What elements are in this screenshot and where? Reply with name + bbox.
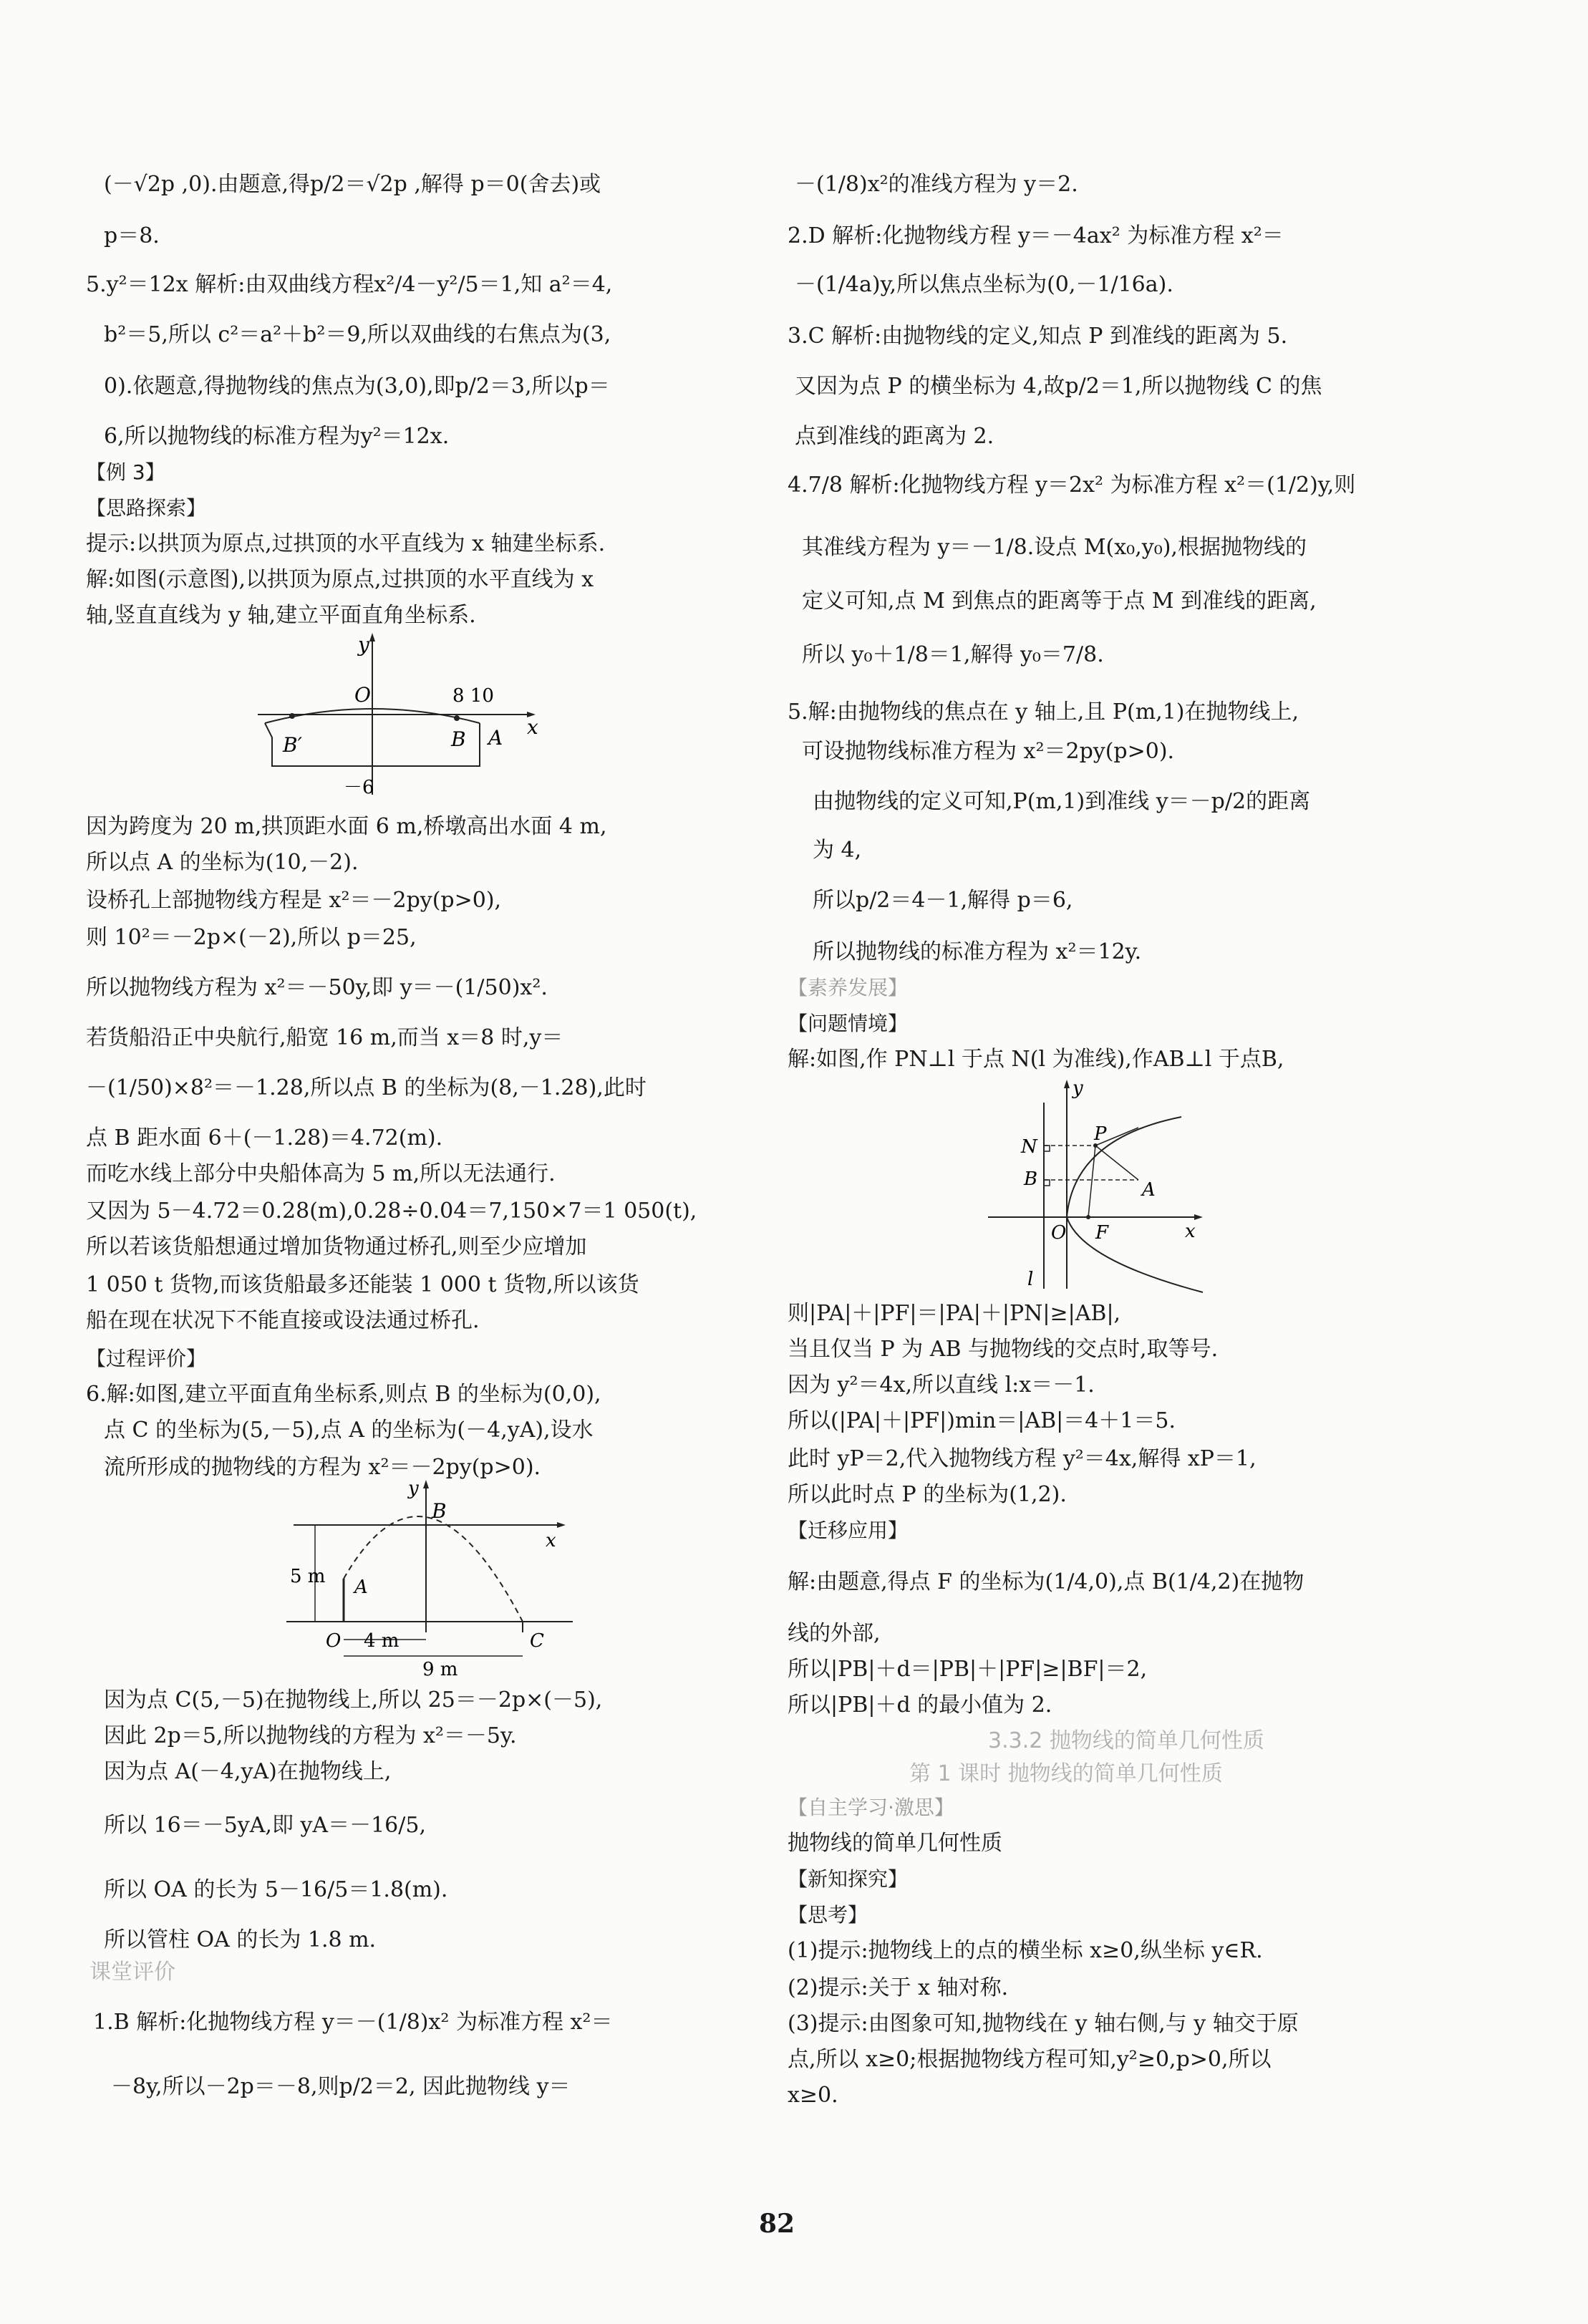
- left-text-line: 所以若该货船想通过增加货物通过桥孔,则至少应增加: [86, 1234, 587, 1259]
- water-flow-figure: [286, 1478, 587, 1686]
- fig3-l: l: [1027, 1269, 1034, 1290]
- left-text-line: 所以点 A 的坐标为(10,－2).: [86, 850, 359, 875]
- left-text-line: 1 050 t 货物,而该货船最多还能装 1 000 t 货物,所以该货: [86, 1272, 639, 1297]
- right-text-line: 5.解:由抛物线的焦点在 y 轴上,且 P(m,1)在抛物线上,: [788, 699, 1299, 725]
- fig2-5m: 5 m: [290, 1566, 326, 1587]
- fig1-y: y: [358, 633, 369, 657]
- left-text-line: 【例 3】: [86, 460, 165, 484]
- fig2-C: C: [530, 1630, 544, 1652]
- right-text-line: 【新知探究】: [788, 1867, 909, 1891]
- left-text-line: 点 C 的坐标为(5,－5),点 A 的坐标为(－4,yA),设水: [104, 1418, 594, 1443]
- right-text-line: (1)提示:抛物线上的点的横坐标 x≥0,纵坐标 y∈R.: [788, 1938, 1263, 1963]
- right-text-line: 为 4,: [813, 838, 862, 863]
- left-text-line: (－√2p ,0).由题意,得p/2＝√2p ,解得 p＝0(舍去)或: [104, 172, 601, 197]
- left-text-line: 所以 16＝－5yA,即 yA＝－16/5,: [104, 1813, 426, 1838]
- right-text-line: 可设抛物线标准方程为 x²＝2py(p>0).: [802, 739, 1175, 764]
- fig1-810: 8 10: [452, 685, 494, 707]
- left-text-line: 若货船沿正中央航行,船宽 16 m,而当 x＝8 时,y＝: [86, 1025, 563, 1050]
- right-text-line: 第 1 课时 抛物线的简单几何性质: [909, 1761, 1223, 1786]
- right-text-line: 3.C 解析:由抛物线的定义,知点 P 到准线的距离为 5.: [788, 324, 1288, 349]
- fig3-N: N: [1021, 1136, 1037, 1158]
- right-text-line: 【思考】: [788, 1903, 868, 1927]
- right-text-line: 此时 yP＝2,代入抛物线方程 y²＝4x,解得 xP＝1,: [788, 1446, 1257, 1471]
- right-text-line: 抛物线的简单几何性质: [788, 1831, 1002, 1856]
- left-text-line: p＝8.: [104, 223, 160, 248]
- fig2-A: A: [354, 1577, 368, 1598]
- right-text-line: 所以抛物线的标准方程为 x²＝12y.: [813, 939, 1142, 964]
- right-text-line: 则|PA|＋|PF|＝|PA|＋|PN|≥|AB|,: [788, 1301, 1121, 1326]
- parabola-directrix-figure: [988, 1074, 1224, 1303]
- right-text-line: 2.D 解析:化抛物线方程 y＝－4ax² 为标准方程 x²＝: [788, 223, 1284, 248]
- fig1-B: B: [451, 727, 466, 751]
- right-text-line: 解:如图,作 PN⊥l 于点 N(l 为准线),作AB⊥l 于点B,: [788, 1047, 1284, 1072]
- right-text-line: 定义可知,点 M 到焦点的距离等于点 M 到准线的距离,: [802, 589, 1317, 614]
- right-text-line: 因为 y²＝4x,所以直线 l:x＝－1.: [788, 1372, 1095, 1398]
- right-text-line: 【迁移应用】: [788, 1519, 909, 1542]
- right-text-line: 所以p/2＝4－1,解得 p＝6,: [813, 888, 1073, 913]
- left-text-line: 所以 OA 的长为 5－16/5＝1.8(m).: [104, 1877, 448, 1902]
- right-text-line: (3)提示:由图象可知,抛物线在 y 轴右侧,与 y 轴交于原: [788, 2011, 1299, 2036]
- left-text-line: 课堂评价: [89, 1960, 175, 1985]
- left-text-line: 因为点 A(－4,yA)在抛物线上,: [104, 1759, 392, 1784]
- fig3-B: B: [1024, 1168, 1038, 1190]
- fig1-A: A: [488, 726, 503, 750]
- left-text-line: 0).依题意,得抛物线的焦点为(3,0),即p/2＝3,所以p＝: [104, 374, 610, 399]
- right-text-line: 点,所以 x≥0;根据抛物线方程可知,y²≥0,p>0,所以: [788, 2047, 1272, 2072]
- right-text-line: －(1/8)x²的准线方程为 y＝2.: [795, 172, 1078, 197]
- left-text-line: 1.B 解析:化抛物线方程 y＝－(1/8)x² 为标准方程 x²＝: [93, 2010, 613, 2035]
- left-text-line: 【过程评价】: [86, 1347, 207, 1370]
- right-text-line: 由抛物线的定义可知,P(m,1)到准线 y＝－p/2的距离: [813, 789, 1311, 814]
- left-text-line: 6.解:如图,建立平面直角坐标系,则点 B 的坐标为(0,0),: [86, 1382, 601, 1407]
- fig2-4m: 4 m: [364, 1630, 400, 1652]
- left-text-line: b²＝5,所以 c²＝a²＋b²＝9,所以双曲线的右焦点为(3,: [104, 322, 611, 347]
- left-text-line: 轴,竖直直线为 y 轴,建立平面直角坐标系.: [86, 603, 476, 628]
- left-text-line: 而吃水线上部分中央船体高为 5 m,所以无法通行.: [86, 1161, 556, 1186]
- left-text-line: 又因为 5－4.72＝0.28(m),0.28÷0.04＝7,150×7＝1 050(t),: [86, 1199, 697, 1224]
- right-text-line: 所以 y₀＋1/8＝1,解得 y₀＝7/8.: [802, 642, 1104, 667]
- right-text-line: 【自主学习·激思】: [788, 1796, 954, 1819]
- right-text-line: x≥0.: [788, 2083, 838, 2108]
- right-text-line: 所以(|PA|＋|PF|)min＝|AB|＝4＋1＝5.: [788, 1408, 1176, 1433]
- fig3-A: A: [1142, 1179, 1156, 1201]
- fig3-O: O: [1051, 1222, 1067, 1244]
- right-text-line: (2)提示:关于 x 轴对称.: [788, 1975, 1009, 2000]
- right-text-line: 4.7/8 解析:化抛物线方程 y＝2x² 为标准方程 x²＝(1/2)y,则: [788, 473, 1356, 498]
- fig1-neg6: －6: [344, 777, 374, 798]
- right-text-line: 又因为点 P 的横坐标为 4,故p/2＝1,所以抛物线 C 的焦: [795, 374, 1322, 399]
- fig1-B1: B′: [283, 733, 302, 757]
- left-text-line: 因为点 C(5,－5)在抛物线上,所以 25＝－2p×(－5),: [104, 1688, 603, 1713]
- left-text-line: 5.y²＝12x 解析:由双曲线方程x²/4－y²/5＝1,知 a²＝4,: [86, 272, 613, 297]
- fig2-x: x: [546, 1530, 556, 1551]
- left-text-line: 解:如图(示意图),以拱顶为原点,过拱顶的水平直线为 x: [86, 567, 594, 592]
- fig1-x: x: [527, 715, 538, 739]
- right-text-line: －(1/4a)y,所以焦点坐标为(0,－1/16a).: [795, 272, 1173, 297]
- fig3-F: F: [1095, 1222, 1109, 1244]
- left-text-line: 船在现在状况下不能直接或设法通过桥孔.: [86, 1308, 480, 1333]
- fig2-O: O: [326, 1630, 342, 1652]
- right-text-line: 【素养发展】: [788, 976, 909, 999]
- left-text-line: 则 10²＝－2p×(－2),所以 p＝25,: [86, 925, 417, 950]
- fig2-y: y: [408, 1478, 419, 1499]
- fig3-P: P: [1094, 1123, 1107, 1145]
- right-text-line: 当且仅当 P 为 AB 与抛物线的交点时,取等号.: [788, 1337, 1219, 1362]
- right-text-line: 点到准线的距离为 2.: [795, 424, 994, 449]
- left-text-line: －(1/50)×8²＝－1.28,所以点 B 的坐标为(8,－1.28),此时: [86, 1075, 647, 1100]
- left-text-line: －8y,所以－2p＝－8,则p/2＝2, 因此抛物线 y＝: [111, 2074, 571, 2099]
- right-text-line: 其准线方程为 y＝－1/8.设点 M(x₀,y₀),根据抛物线的: [802, 535, 1307, 560]
- left-text-line: 6,所以抛物线的标准方程为y²＝12x.: [104, 424, 450, 449]
- fig3-y: y: [1073, 1078, 1083, 1099]
- right-text-line: 3.3.2 抛物线的简单几何性质: [988, 1728, 1264, 1753]
- right-text-line: 所以|PB|＋d 的最小值为 2.: [788, 1693, 1052, 1718]
- left-text-line: 点 B 距水面 6＋(－1.28)＝4.72(m).: [86, 1125, 443, 1151]
- right-text-line: 解:由题意,得点 F 的坐标为(1/4,0),点 B(1/4,2)在抛物: [788, 1569, 1304, 1594]
- right-text-line: 所以|PB|＋d＝|PB|＋|PF|≥|BF|＝2,: [788, 1657, 1148, 1682]
- left-text-line: 所以管柱 OA 的长为 1.8 m.: [104, 1927, 377, 1952]
- left-text-line: 【思路探索】: [86, 496, 207, 520]
- right-text-line: 所以此时点 P 的坐标为(1,2).: [788, 1482, 1067, 1507]
- page-number: 82: [759, 2209, 795, 2239]
- left-text-line: 因为跨度为 20 m,拱顶距水面 6 m,桥墩高出水面 4 m,: [86, 814, 607, 839]
- left-text-line: 提示:以拱顶为原点,过拱顶的水平直线为 x 轴建坐标系.: [86, 531, 606, 556]
- bridge-arch-figure: [243, 630, 558, 802]
- fig1-O: O: [354, 683, 371, 707]
- fig3-x: x: [1185, 1221, 1196, 1242]
- left-text-line: 流所形成的抛物线的方程为 x²＝－2py(p>0).: [104, 1455, 541, 1480]
- left-text-line: 因此 2p＝5,所以抛物线的方程为 x²＝－5y.: [104, 1723, 517, 1748]
- left-text-line: 所以抛物线方程为 x²＝－50y,即 y＝－(1/50)x².: [86, 975, 548, 1000]
- right-text-line: 【问题情境】: [788, 1012, 909, 1035]
- left-text-line: 设桥孔上部抛物线方程是 x²＝－2py(p>0),: [86, 888, 502, 913]
- fig2-9m: 9 m: [422, 1659, 458, 1680]
- fig2-B: B: [432, 1499, 447, 1523]
- right-text-line: 线的外部,: [788, 1621, 881, 1646]
